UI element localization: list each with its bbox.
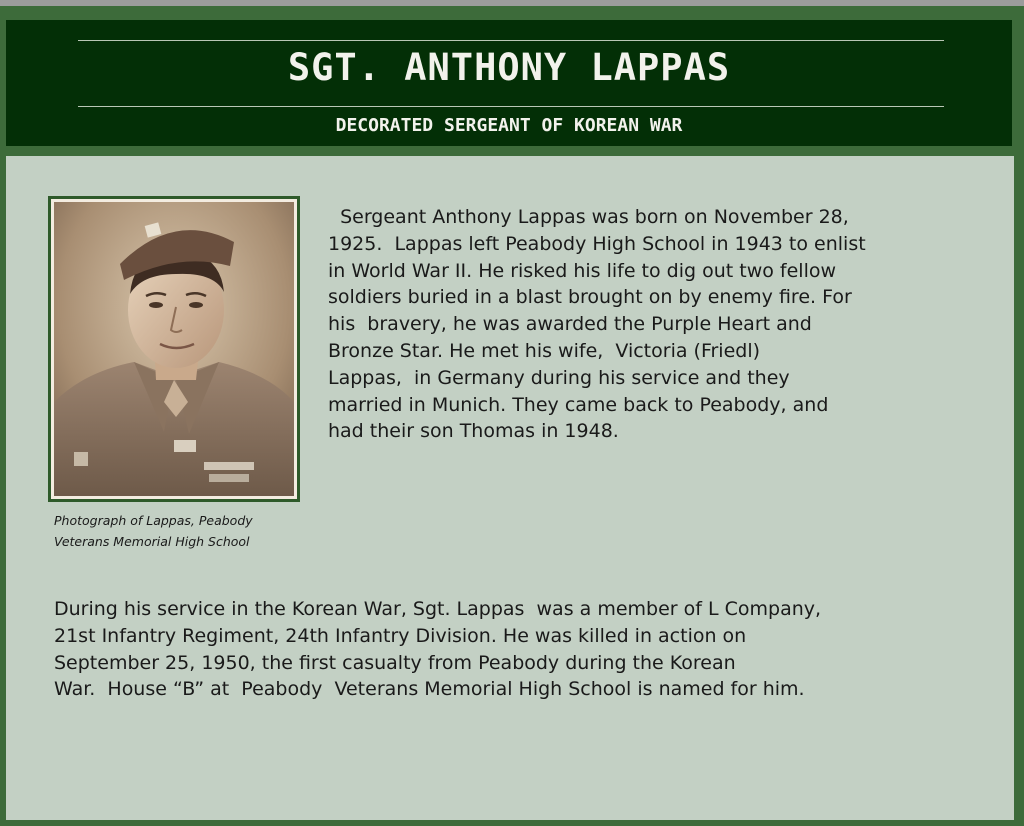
page-subtitle: DECORATED SERGEANT OF KOREAN WAR xyxy=(335,115,683,136)
bio-line: married in Munich. They came back to Peabody, and xyxy=(328,393,829,416)
header-banner xyxy=(6,20,1012,146)
photo-caption-line: Photograph of Lappas, Peabody xyxy=(54,513,253,528)
bio-line: Lappas, in Germany during his service and they xyxy=(328,366,790,389)
korean-war-paragraph xyxy=(54,596,994,703)
korea-line: 21st Infantry Regiment, 24th Infantry Division. He was killed in action on xyxy=(54,624,747,647)
header-top-rule xyxy=(78,40,944,41)
bio-line: in World War II. He risked his life to dig out two fellow xyxy=(328,259,837,282)
photo-caption-line: Veterans Memorial High School xyxy=(54,534,250,549)
korea-line: September 25, 1950, the first casualty from Peabody during the Korean xyxy=(54,651,736,674)
photo-caption xyxy=(54,510,314,552)
portrait-photo-frame xyxy=(48,196,300,502)
bio-line: soldiers buried in a blast brought on by enemy fire. For xyxy=(328,286,852,309)
korea-line: War. House “B” at Peabody Veterans Memorial High School is named for him. xyxy=(54,678,805,701)
korea-line: During his service in the Korean War, Sgt. Lappas was a member of L Company, xyxy=(54,598,822,620)
bio-line: his bravery, he was awarded the Purple Heart and xyxy=(328,313,812,336)
bio-line: had their son Thomas in 1948. xyxy=(328,420,619,443)
portrait-photo xyxy=(54,202,294,496)
content-panel xyxy=(6,156,1014,820)
bio-line: 1925. Lappas left Peabody High School in 1943 to enlist xyxy=(328,232,866,255)
header-bottom-rule xyxy=(78,106,944,107)
page-title: SGT. ANTHONY LAPPAS xyxy=(287,46,731,89)
bio-line: Sergeant Anthony Lappas was born on November 28, xyxy=(328,206,849,228)
biography-paragraph xyxy=(328,204,968,445)
bio-line: Bronze Star. He met his wife, Victoria (Friedl) xyxy=(328,339,761,362)
